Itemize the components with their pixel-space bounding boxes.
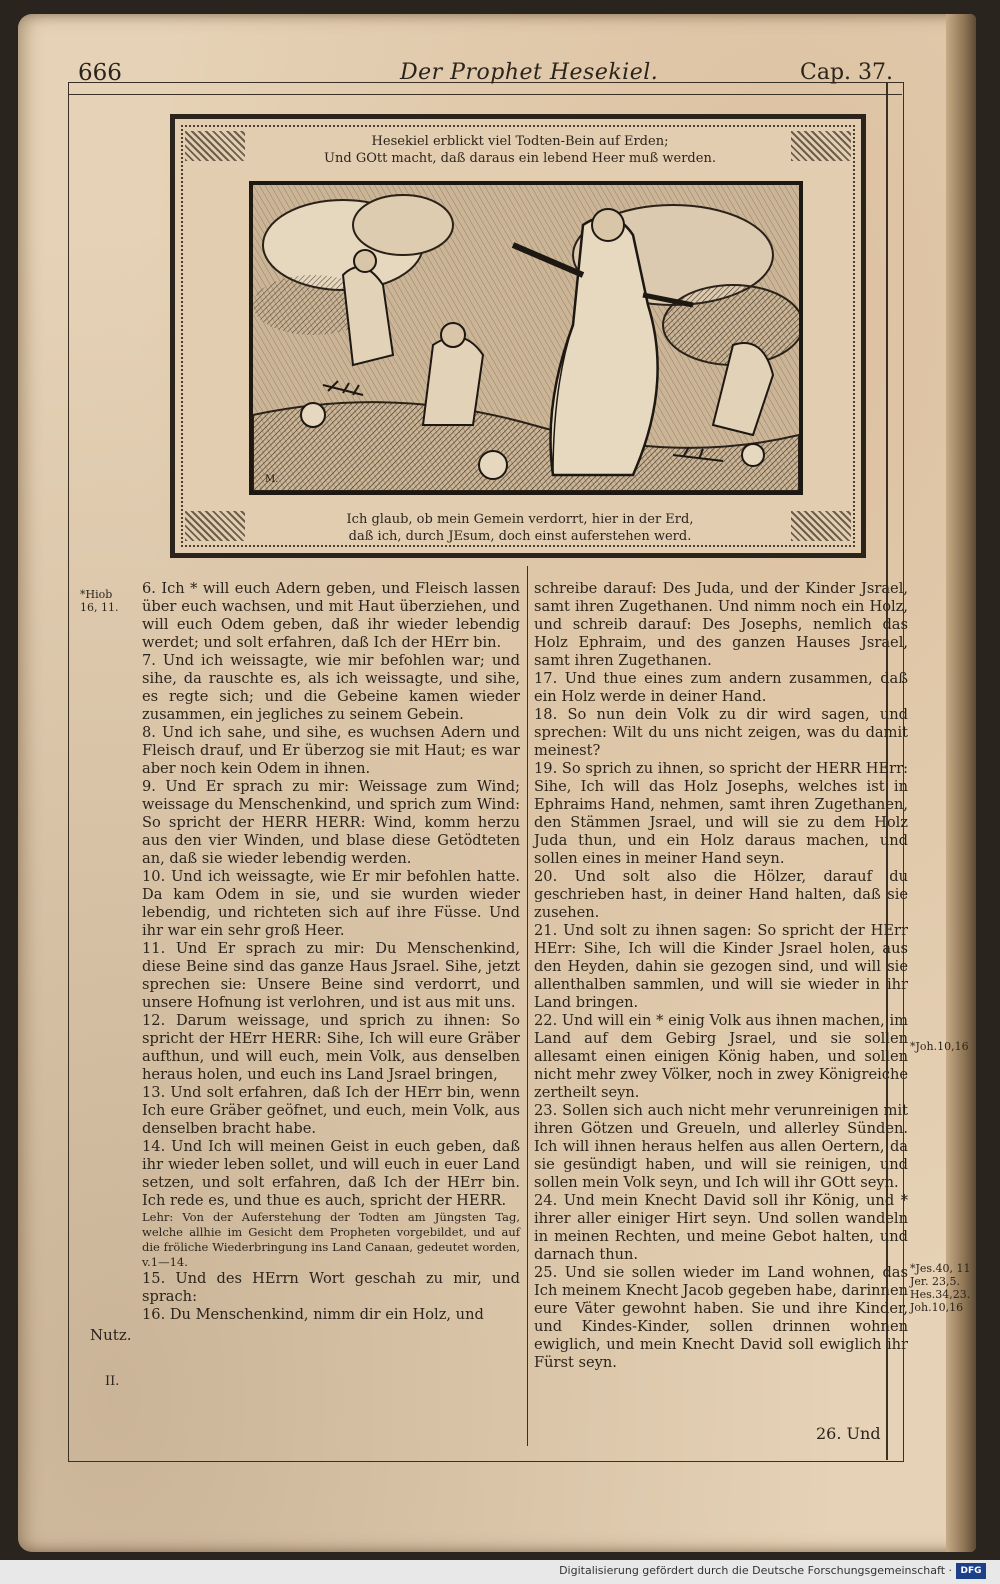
verse-6: 6. Ich * will euch Adern geben, und Fleisch lassen über euch wachsen, und mit Haut überziehen, und will euch Odem geben, daß ihr wieder lebendig werdet; und solt erfahren, daß Ich der HErr bin. [142, 580, 520, 651]
left-column [142, 580, 520, 1324]
margin-note-jes: *Jes.40, 11 Jer. 23,5. Hes.34,23. Joh.10,16 [910, 1262, 971, 1314]
verse-18: 18. So nun dein Volk zu dir wird sagen, und sprechen: Wilt du uns nicht zeigen, was du damit meinest? [534, 706, 908, 759]
verse-17: 17. Und thue eines zum andern zusammen, daß ein Holz werde in deiner Hand. [534, 670, 908, 705]
woodcut-scene [253, 185, 799, 491]
verse-20: 20. Und solt also die Hölzer, darauf du geschrieben hast, in deiner Hand halten, daß sie zusehen. [534, 868, 908, 921]
margin-note-joh: *Joh.10,16 [910, 1040, 969, 1053]
verse-25: 25. Und sie sollen wieder im Land wohnen, das Ich meinem Knecht Jacob gegeben habe, darinnen eure Väter gewohnt haben. Sie und ihre Kinder, und Kindes-Kinder, sollen drinnen wohnen ewiglich, und mein Knecht David soll ewiglich ihr Fürst seyn. [534, 1264, 908, 1371]
verse-14: 14. Und Ich will meinen Geist in euch geben, daß ihr wieder leben sollet, und will euch in euer Land setzen, und solt erfahren, daß Ich der HErr bin. Ich rede es, und thue es auch, spricht der HERR. [142, 1138, 520, 1209]
nutz-label: Nutz. [90, 1326, 132, 1344]
margin-note-hiob: *Hiob 16, 11. [80, 588, 119, 614]
verse-19: 19. So sprich zu ihnen, so spricht der HERR HErr: Sihe, Ich will das Holz Josephs, welches ist in Ephraims Hand, nehmen, samt ihren Zugethanen, den Stämmen Jsrael, und will sie zu dem Holz Juda thun, und ein Holz daraus machen, und sollen eines in meiner Hand seyn. [534, 760, 908, 867]
verse-8: 8. Und ich sahe, und sihe, es wuchsen Adern und Fleisch drauf, und Er überzog sie mit Haut; es war aber noch kein Odem in ihnen. [142, 724, 520, 777]
verse-24: 24. Und mein Knecht David soll ihr König, und * ihrer aller einiger Hirt seyn. Und sollen wandeln in meinen Rechten, und meine Gebot halten, und darnach thun. [534, 1192, 908, 1263]
ornament-top-right [791, 131, 851, 161]
verse-7: 7. Und ich weissagte, wie mir befohlen war; und sihe, da rauschte es, als ich weissagte, und sihe, es regte sich; und die Gebeine kamen wieder zusammen, ein jegliches zu seinem Gebein. [142, 652, 520, 723]
illustration-block [170, 114, 866, 558]
ornament-bottom-right [791, 511, 851, 541]
caption-top [295, 133, 745, 167]
book-spine [946, 14, 976, 1552]
running-title: Der Prophet Hesekiel. [400, 60, 659, 85]
dfg-logo-icon[interactable]: DFG [956, 1563, 986, 1579]
footer-credit: Digitalisierung gefördert durch die Deutsche Forschungsgemeinschaft · [559, 1564, 952, 1577]
verse-15: 15. Und des HErrn Wort geschah zu mir, und sprach: [142, 1270, 520, 1305]
caption-top-line1: Hesekiel erblickt viel Todten-Bein auf Erden; [371, 134, 669, 149]
verse-12: 12. Darum weissage, und sprich zu ihnen: So spricht der HErr HERR: Sihe, Ich will eure Gräber aufthun, und will euch, mein Volk, aus denselben heraus holen, und euch ins Land Jsrael bringen, [142, 1012, 520, 1083]
verse-22: 22. Und will ein * einig Volk aus ihnen machen, im Land auf dem Gebirg Jsrael, und sie sollen allesamt einen einigen König haben, und sollen nicht mehr zwey Völker, noch in zwey Königreiche zertheilt seyn. [534, 1012, 908, 1101]
right-column [534, 580, 908, 1372]
verse-11: 11. Und Er sprach zu mir: Du Menschenkind, diese Beine sind das ganze Haus Jsrael. Sihe, jetzt sprechen sie: Unsere Beine sind verdorrt, und unsere Hofnung ist verlohren, und ist aus mit uns. [142, 940, 520, 1011]
woodcut-image [249, 181, 803, 495]
verse-16-cont: schreibe darauf: Des Juda, und der Kinder Jsrael, samt ihren Zugethanen. Und nimm noch ein Holz, und schreib darauf: Des Josephs, nemlich das Holz Ephraim, und des ganzen Hauses Jsrael, samt ihren Zugethanen. [534, 580, 908, 669]
engraver-mark: M. [265, 474, 279, 485]
verse-16: 16. Du Menschenkind, nimm dir ein Holz, und [142, 1306, 484, 1323]
verse-10: 10. Und ich weissagte, wie Er mir befohlen hatte. Da kam Odem in sie, und sie wurden wieder lebendig, und richteten sich auf ihre Füsse. Und ihr war ein sehr groß Heer. [142, 868, 520, 939]
page-number: 666 [78, 60, 122, 86]
chapter-heading: Cap. 37. [800, 60, 894, 85]
ornament-top-left [185, 131, 245, 161]
header-rule [68, 94, 902, 95]
verse-21: 21. Und solt zu ihnen sagen: So spricht der HErr HErr: Sihe, Ich will die Kinder Jsrael holen, aus den Heyden, dahin sie gezogen sind, und will sie allenthalben sammlen, und will sie wieder in ihr Land bringen. [534, 922, 908, 1011]
ornament-bottom-left [185, 511, 245, 541]
column-divider [527, 566, 528, 1446]
verse-23: 23. Sollen sich auch nicht mehr verunreinigen mit ihren Götzen und Greueln, und allerley Sünden. Ich will ihnen heraus helfen aus allen Oertern, da sie gesündigt haben, und will sie reinigen, und sollen mein Volk seyn, und Ich will ihr GOtt seyn. [534, 1102, 908, 1191]
caption-bottom-line2: daß ich, durch JEsum, doch einst auferstehen werd. [348, 529, 692, 544]
lehr-note: Lehr: Von der Auferstehung der Todten am Jüngsten Tag, welche allhie im Gesicht dem Propheten vorgebildet, und auf die fröliche Wiederbringung ins Land Canaan, gedeutet worden, v.1—14. [142, 1210, 520, 1269]
section-numeral: II. [105, 1374, 120, 1389]
caption-bottom-line1: Ich glaub, ob mein Gemein verdorrt, hier in der Erd, [346, 512, 694, 527]
caption-top-line2: Und GOtt macht, daß daraus ein lebend Heer muß werden. [324, 151, 716, 166]
verse-13: 13. Und solt erfahren, daß Ich der HErr bin, wenn Ich eure Gräber geöfnet, und euch, mein Volk, aus denselben bracht habe. [142, 1084, 520, 1137]
verse-9: 9. Und Er sprach zu mir: Weissage zum Wind; weissage du Menschenkind, und sprich zum Wind: So spricht der HERR HERR: Wind, komm herzu aus den vier Winden, und blase diese Getödteten an, daß sie wieder lebendig werden. [142, 778, 520, 867]
catchword: 26. Und [816, 1424, 881, 1443]
caption-bottom [295, 511, 745, 545]
